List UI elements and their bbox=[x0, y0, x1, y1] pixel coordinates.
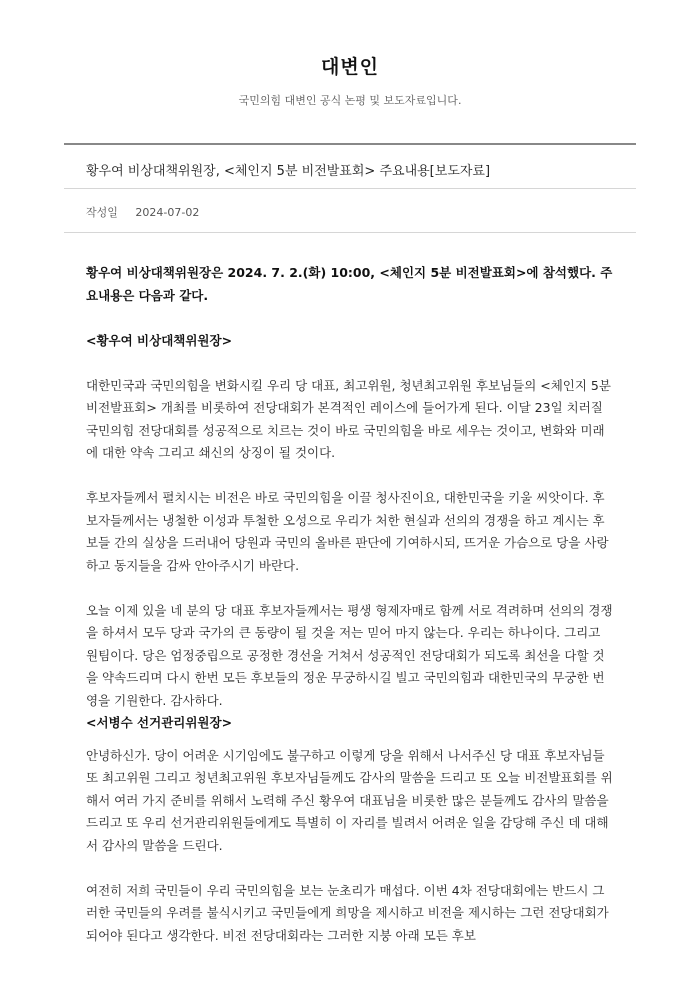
body-paragraph-3: 오늘 이제 있을 네 분의 당 대표 후보자들께서는 평생 형제자매로 함께 서로 격려하며 선의의 경쟁을 하셔서 모두 당과 국가의 큰 동량이 될 것을 저는 믿어 마지 않는다. 우리는 하나이다. 그리고 원팀이다. 당은 엄정중립으로 공정한 경선을 거쳐서 성공적인 전당대회가 되도록 최선을 다할 것을 약속드리며 다시 한번 모든 후보들의 정운 무궁하시길 빌고 국민의힘과 대한민국의 무궁한 번영을 기원한다. 감사하다. bbox=[86, 602, 613, 708]
post-meta bbox=[86, 204, 199, 220]
paragraph-gap bbox=[86, 465, 616, 488]
title-divider bbox=[64, 188, 636, 189]
body-paragraph-5: 여전히 저희 국민들이 우리 국민의힘을 보는 눈초리가 매섭다. 이번 4차 전당대회에는 반드시 그러한 국민들의 우려를 불식시키고 국민들에게 희망을 제시하고 비전을 제시하는 그런 전당대회가 되어야 된다고 생각한다. 비전 전당대회라는 그러한 지붕 아래 모든 후보 bbox=[86, 882, 609, 943]
site-title[interactable]: 대변인 bbox=[320, 56, 380, 78]
body-paragraph-4: 안녕하신가. 당이 어려운 시기임에도 불구하고 이렇게 당을 위해서 나서주신 당 대표 후보자님들 또 최고위원 그리고 청년최고위원 후보자님들께도 감사의 말씀을 드리고 또 오늘 비전발표회를 위해서 여러 가지 준비를 위해서 노력해 주신 황우여 대표님을 비롯한 많은 분들께도 감사의 말씀을 드리고 또 우리 선거관리위원들에게도 특별히 이 자리를 빌려서 어려운 일을 감당해 주신 데 대해서 감사의 말씀을 드린다. bbox=[86, 747, 613, 853]
post-body bbox=[86, 262, 616, 947]
post-date: 2024-07-02 bbox=[135, 206, 200, 219]
header-divider bbox=[64, 143, 636, 145]
site-description: 국민의힘 대변인 공식 논평 및 보도자료입니다. bbox=[238, 94, 462, 107]
body-paragraph-1: 대한민국과 국민의힘을 변화시킬 우리 당 대표, 최고위원, 청년최고위원 후보님들의 <체인지 5분 비전발표회> 개최를 비롯하여 전당대회가 본격적인 레이스에 들어가게 된다. 이달 23일 치러질 국민의힘 전당대회를 성공적으로 치르는 것이 바로 국민의힘을 바로 세우는 것이고, 변화와 미래에 대한 약속 그리고 쇄신의 상징이 될 것이다. bbox=[86, 377, 611, 460]
body-paragraph-2: 후보자들께서 펼치시는 비전은 바로 국민의힘을 이끌 청사진이요, 대한민국을 키울 씨앗이다. 후보자들께서는 냉철한 이성과 투철한 오성으로 우리가 처한 현실과 선의의 경쟁을 하고 계시는 후보들 간의 실상을 드러내어 당원과 국민의 올바른 판단에 기여하시되, 뜨거운 가슴으로 당을 사랑하고 동지들을 감싸 안아주시기 바란다. bbox=[86, 490, 609, 573]
speaker-heading-2: <서병수 선거관리위원장> bbox=[86, 715, 233, 730]
paragraph-gap bbox=[86, 857, 616, 880]
post-title: 황우여 비상대책위원장, <체인지 5분 비전발표회> 주요내용[보도자료] bbox=[86, 164, 491, 179]
paragraph-gap bbox=[86, 577, 616, 600]
meta-divider bbox=[64, 232, 636, 233]
paragraph-gap bbox=[86, 307, 616, 330]
lead-paragraph: 황우여 비상대책위원장은 2024. 7. 2.(화) 10:00, <체인지 5분 비전발표회>에 참석했다. 주요내용은 다음과 같다. bbox=[86, 265, 613, 303]
speaker-heading-1: <황우여 비상대책위원장> bbox=[86, 332, 233, 348]
date-label: 작성일 bbox=[86, 206, 118, 219]
paragraph-gap bbox=[86, 352, 616, 375]
paragraph-gap bbox=[86, 735, 616, 745]
